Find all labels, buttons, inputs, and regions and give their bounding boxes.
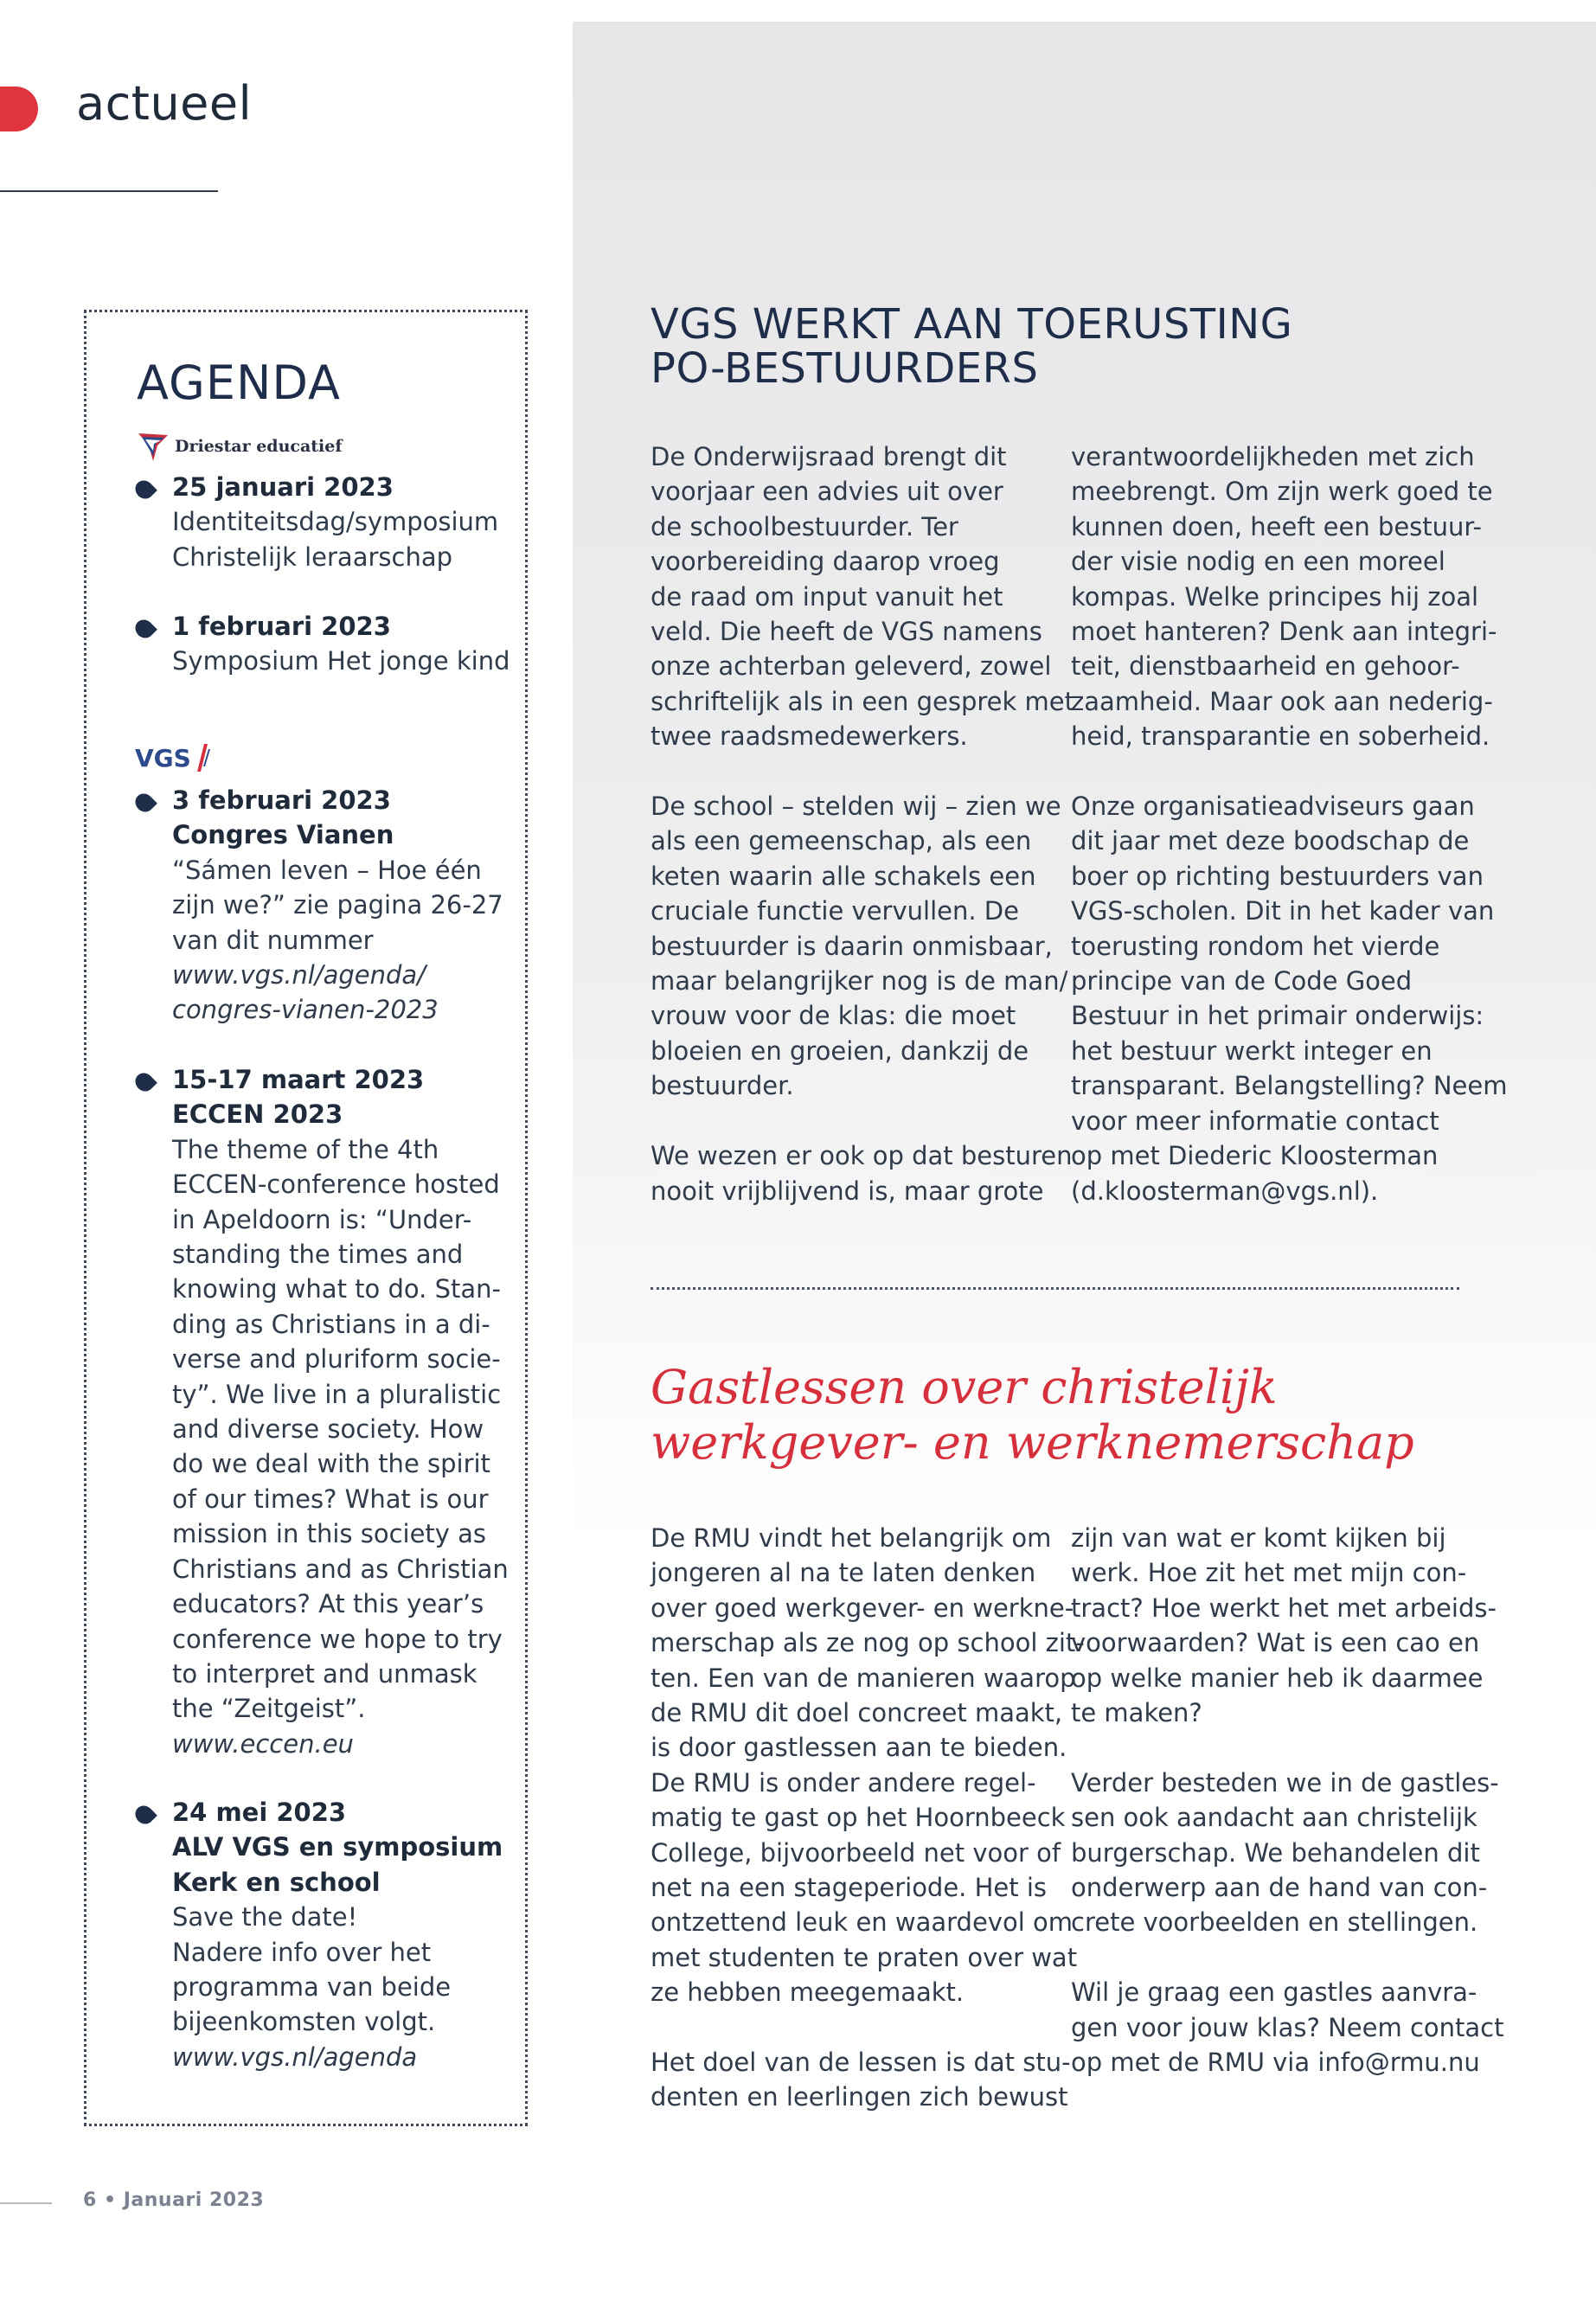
event-line: to interpret and unmask: [172, 1658, 478, 1689]
text-line: op met Diederic Kloosterman: [1071, 1141, 1439, 1171]
event-date: 15-17 maart 2023: [172, 1065, 425, 1094]
text-line: bestuurder is daarin onmisbaar,: [651, 931, 1053, 961]
text-line: verantwoordelijkheden met zich: [1071, 442, 1475, 471]
event-line: do we deal with the spirit: [172, 1449, 490, 1479]
page-footer: [83, 2189, 264, 2211]
event-title: Congres Vianen: [172, 820, 394, 850]
text-line: tract? Hoe werkt het met arbeids-: [1071, 1593, 1497, 1623]
text-line: De RMU is onder andere regel-: [651, 1767, 1036, 1798]
event-line: programma van beide: [172, 1972, 452, 2003]
event-line: and diverse society. How: [172, 1414, 484, 1445]
event-line: Symposium Het jonge kind: [172, 646, 510, 676]
article2-column-1: [651, 1521, 1085, 2150]
article1-column-1: [651, 439, 1074, 1243]
event-link[interactable]: congres-vianen-2023: [172, 995, 439, 1025]
text-line: het bestuur werkt integer en: [1071, 1035, 1433, 1066]
event-title: ECCEN 2023: [172, 1099, 343, 1130]
event-line: knowing what to do. Stan-: [172, 1274, 501, 1304]
event-line: educators? At this year’s: [172, 1589, 484, 1619]
vgs-logo: [135, 736, 211, 779]
event-link[interactable]: www.vgs.nl/agenda/: [172, 960, 426, 990]
event-title: Kerk en school: [172, 1867, 381, 1897]
text-line: kunnen doen, heeft een bestuur-: [1071, 511, 1482, 542]
text-line: matig te gast op het Hoornbeeck: [651, 1803, 1066, 1833]
paragraph: [651, 2045, 1071, 2115]
article2-title: [651, 1360, 1414, 1471]
text-line: De school – stelden wij – zien we: [651, 792, 1061, 822]
text-line: Onze organisatieadviseurs gaan: [1071, 792, 1475, 822]
text-line[interactable]: (d.kloosterman@vgs.nl).: [1071, 1176, 1379, 1206]
event-title: ALV VGS en symposium: [172, 1832, 503, 1862]
text-line: de raad om input vanuit het: [651, 581, 1003, 612]
text-line: crete voorbeelden en stellingen.: [1071, 1907, 1478, 1938]
article-title: [651, 300, 1293, 393]
text-line: te maken?: [1071, 1698, 1202, 1728]
event-line: verse and pluriform socie-: [172, 1344, 501, 1375]
text-line: teit, dienstbaarheid en gehoor-: [1071, 651, 1460, 682]
text-line: ontzettend leuk en waardevol om: [651, 1907, 1073, 1938]
agenda-event: [135, 1062, 509, 1761]
text-line: op welke manier heb ik daarmee: [1071, 1663, 1484, 1693]
bullet-icon: [131, 477, 157, 503]
section-label: actueel: [76, 76, 253, 131]
text-line: jongeren al na te laten denken: [651, 1558, 1036, 1588]
bullet-icon: [131, 616, 157, 642]
text-line: de RMU dit doel concreet maakt,: [651, 1698, 1063, 1728]
paragraph: [1071, 1521, 1497, 1730]
event-link[interactable]: www.eccen.eu: [172, 1728, 354, 1759]
agenda-event: [135, 783, 503, 1028]
agenda-event: [135, 470, 498, 574]
paragraph: [1071, 439, 1497, 754]
paragraph: [1071, 789, 1508, 1208]
text-line: We wezen er ook op dat besturen: [651, 1141, 1073, 1171]
event-line: in Apeldoorn is: “Under-: [172, 1204, 472, 1234]
text-line: is door gastlessen aan te bieden.: [651, 1733, 1067, 1763]
text-line: bestuurder.: [651, 1071, 794, 1101]
text-line: De Onderwijsraad brengt dit: [651, 442, 1007, 471]
text-line: over goed werkgever- en werkne-: [651, 1593, 1074, 1623]
event-line: bijeenkomsten volgt.: [172, 2007, 436, 2037]
paragraph: [1071, 1975, 1504, 2080]
event-line: Christians and as Christian: [172, 1554, 509, 1584]
event-date: 3 februari 2023: [172, 785, 391, 815]
section-marker-icon: [0, 87, 38, 131]
text-line: transparant. Belangstelling? Neem: [1071, 1071, 1508, 1101]
article-title-line: werkgever- en werknemerschap: [651, 1415, 1414, 1470]
text-line[interactable]: op met de RMU via info@rmu.nu: [1071, 2048, 1480, 2078]
article-title-line: VGS WERKT AAN TOERUSTING: [651, 300, 1293, 349]
article2-column-2: [1071, 1521, 1504, 2115]
text-line: moet hanteren? Denk aan integri-: [1071, 617, 1497, 647]
event-date: 24 mei 2023: [172, 1798, 347, 1827]
text-line: College, bijvoorbeeld net voor of: [651, 1837, 1061, 1868]
driestar-mark-icon: [135, 428, 171, 465]
text-line: kompas. Welke principes hij zoal: [1071, 581, 1479, 612]
text-line: veld. Die heeft de VGS namens: [651, 617, 1042, 647]
bullet-icon: [131, 1802, 157, 1828]
text-line: werk. Hoe zit het met mijn con-: [1071, 1558, 1467, 1588]
text-line: als een gemeenschap, als een: [651, 826, 1032, 856]
event-line: Nadere info over het: [172, 1937, 432, 1967]
text-line: onderwerp aan de hand van con-: [1071, 1873, 1488, 1903]
text-line: net na een stageperiode. Het is: [651, 1873, 1048, 1903]
text-line: VGS-scholen. Dit in het kader van: [1071, 896, 1495, 926]
event-line: zijn we?” zie pagina 26-27: [172, 890, 503, 920]
agenda-box: [84, 310, 528, 2126]
footer-rule: [0, 2202, 52, 2204]
article-title-line: PO-BESTUURDERS: [651, 344, 1039, 393]
paragraph: [651, 1138, 1073, 1208]
article-title-line: Gastlessen over christelijk: [651, 1360, 1278, 1414]
event-line: The theme of the 4th: [172, 1134, 439, 1164]
footer-separator: •: [103, 2189, 117, 2211]
event-line: “Sámen leven – Hoe één: [172, 855, 482, 885]
text-line: twee raadsmedewerkers.: [651, 721, 968, 752]
text-line: der visie nodig en een moreel: [1071, 547, 1445, 577]
text-line: Wil je graag een gastles aanvra-: [1071, 1977, 1477, 2008]
agenda-title: AGENDA: [137, 356, 341, 410]
event-line: the “Zeitgeist”.: [172, 1694, 366, 1724]
text-line: zaamheid. Maar ook aan nederig-: [1071, 686, 1493, 716]
text-line: principe van de Code Goed: [1071, 966, 1413, 997]
driestar-logo: [135, 425, 343, 468]
event-date: 25 januari 2023: [172, 472, 394, 502]
text-line: ten. Een van de manieren waarop: [651, 1663, 1076, 1693]
event-line: ty”. We live in a pluralistic: [172, 1379, 502, 1409]
event-date: 1 februari 2023: [172, 612, 391, 641]
event-line: ding as Christians in a di-: [172, 1309, 490, 1339]
paragraph: [651, 789, 1068, 1104]
text-line: sen ook aandacht aan christelijk: [1071, 1803, 1477, 1833]
text-line: burgerschap. We behandelen dit: [1071, 1837, 1480, 1868]
event-line: van dit nummer: [172, 925, 374, 955]
page-number: 6: [83, 2189, 97, 2211]
vgs-logo-text: VGS: [135, 743, 191, 772]
event-line: standing the times and: [172, 1240, 464, 1270]
text-line: nooit vrijblijvend is, maar grote: [651, 1176, 1044, 1206]
text-line: voorjaar een advies uit over: [651, 477, 1003, 507]
event-line: Christelijk leraarschap: [172, 542, 453, 572]
event-link[interactable]: www.vgs.nl/agenda: [172, 2041, 418, 2072]
agenda-event: [135, 609, 510, 679]
text-line: meebrengt. Om zijn werk goed te: [1071, 477, 1493, 507]
text-line: maar belangrijker nog is de man/: [651, 966, 1068, 997]
bullet-icon: [131, 790, 157, 816]
text-line: Bestuur in het primair onderwijs:: [1071, 1001, 1484, 1031]
text-line: heid, transparantie en soberheid.: [1071, 721, 1490, 752]
text-line: ze hebben meegemaakt.: [651, 1977, 965, 2008]
text-line: toerusting rondom het vierde: [1071, 931, 1440, 961]
text-line: de schoolbestuurder. Ter: [651, 511, 958, 542]
dotted-divider: [651, 1287, 1459, 1290]
text-line: voorbereiding daarop vroeg: [651, 547, 1000, 577]
paragraph: [651, 439, 1074, 754]
text-line: vrouw voor de klas: die moet: [651, 1001, 1016, 1031]
text-line: De RMU vindt het belangrijk om: [651, 1523, 1052, 1553]
agenda-event: [135, 1795, 503, 2074]
text-line: bloeien en groeien, dankzij de: [651, 1035, 1029, 1066]
event-line: Save the date!: [172, 1902, 358, 1932]
text-line: onze achterban geleverd, zowel: [651, 651, 1052, 682]
paragraph: [1071, 1766, 1499, 1940]
text-line: keten waarin alle schakels een: [651, 861, 1036, 891]
article1-column-2: [1071, 439, 1508, 1243]
event-line: ECCEN-conference hosted: [172, 1170, 500, 1200]
text-line: merschap als ze nog op school zit-: [651, 1628, 1085, 1658]
text-line: voor meer informatie contact: [1071, 1106, 1439, 1136]
event-line: mission in this society as: [172, 1519, 487, 1549]
text-line: dit jaar met deze boodschap de: [1071, 826, 1470, 856]
text-line: boer op richting bestuurders van: [1071, 861, 1484, 891]
text-line: cruciale functie vervullen. De: [651, 896, 1019, 926]
text-line: met studenten te praten over wat: [651, 1942, 1078, 1972]
driestar-logo-text: Driestar educatief: [175, 437, 343, 456]
paragraph: [651, 1521, 1085, 2010]
text-line: gen voor jouw klas? Neem contact: [1071, 2012, 1504, 2042]
issue-date: Januari 2023: [123, 2189, 265, 2211]
text-line: denten en leerlingen zich bewust: [651, 2082, 1068, 2112]
section-rule: [0, 190, 218, 192]
event-line: conference we hope to try: [172, 1624, 503, 1654]
vgs-slash-icon: [194, 740, 211, 775]
event-line: Identiteitsdag/symposium: [172, 507, 499, 537]
event-line: of our times? What is our: [172, 1484, 489, 1514]
text-line: zijn van wat er komt kijken bij: [1071, 1523, 1446, 1553]
bullet-icon: [131, 1069, 157, 1095]
text-line: schriftelijk als in een gesprek met: [651, 686, 1074, 716]
text-line: voorwaarden? Wat is een cao en: [1071, 1628, 1480, 1658]
text-line: Verder besteden we in de gastles-: [1071, 1767, 1499, 1798]
text-line: Het doel van de lessen is dat stu-: [651, 2048, 1071, 2078]
